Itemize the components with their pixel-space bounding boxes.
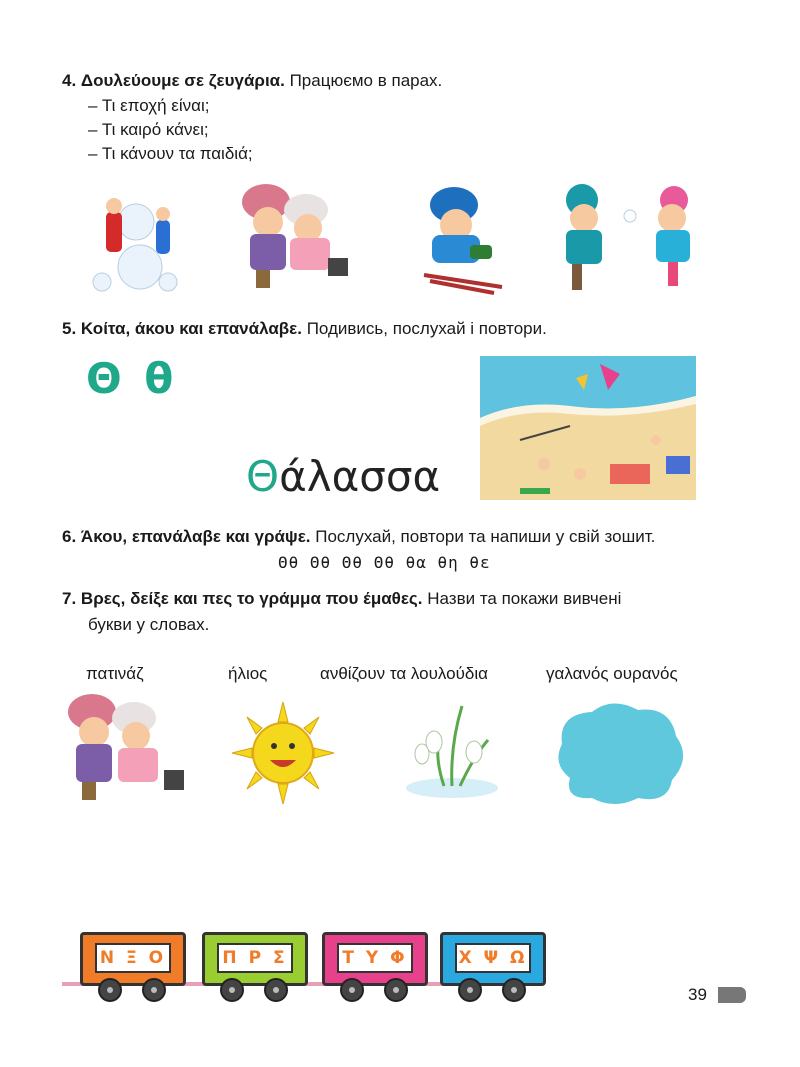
snowball-fight-image — [552, 178, 712, 298]
exercise-7-heading — [62, 588, 621, 610]
wheel — [220, 978, 244, 1002]
page-tab-marker — [718, 987, 746, 1003]
exercise-subtitle: Працюємо в парах. — [289, 71, 443, 90]
wheel — [98, 978, 122, 1002]
exercise-5-heading — [62, 318, 547, 340]
wheel — [502, 978, 526, 1002]
exercise-4-heading — [62, 70, 442, 92]
exercise-title: Άκου, επανάλαβε και γράψε. — [80, 527, 311, 546]
word-label: πατινάζ — [86, 664, 144, 683]
exercise-title: Κοίτα, άκου και επανάλαβε. — [80, 319, 302, 338]
exercise-number: 4. — [62, 71, 77, 90]
skating-children-small-image — [56, 690, 201, 810]
page-number: 39 — [688, 985, 707, 1004]
exercise-subtitle: Послухай, повтори та напиши у свій зошит. — [315, 527, 656, 546]
train-wagon — [80, 932, 186, 986]
train-wagon — [202, 932, 308, 986]
wheel — [142, 978, 166, 1002]
wagon-letters: Χ Ψ Ω — [455, 943, 531, 973]
wagon-letters: Π Ρ Σ — [217, 943, 293, 973]
exercise-subtitle: Назви та покажи вивчені — [427, 589, 622, 608]
wagon-letters: Ν Ξ Ο — [95, 943, 171, 973]
exercise-number: 6. — [62, 527, 77, 546]
exercise-7-subtitle-continued: букви у словах. — [88, 615, 210, 634]
letter-theta-display: Θ θ — [86, 354, 178, 403]
sun-image — [230, 700, 336, 806]
exercise-title: Βρες, δείξε και πες το γράμμα που έμαθες. — [80, 589, 423, 608]
wheel — [384, 978, 408, 1002]
question-item: – Τι εποχή είναι; — [88, 96, 210, 115]
skating-children-image — [228, 180, 368, 298]
beach-scene-image — [480, 356, 696, 500]
word-rest: άλασσα — [279, 452, 441, 501]
word-first-letter: Θ — [246, 452, 280, 501]
practice-letters-row: Θθ Θθ Θθ Θθ θα θη θε — [278, 553, 491, 572]
train-wagon — [322, 932, 428, 986]
exercise-number: 7. — [62, 589, 77, 608]
train-wagon — [440, 932, 546, 986]
wagon-letters: Τ Υ Φ — [337, 943, 413, 973]
exercise-subtitle: Подивись, послухай і повтори. — [306, 319, 547, 338]
word-label: ήλιος — [228, 664, 268, 683]
snowman-children-image — [88, 182, 188, 297]
word-label: ανθίζουν τα λουλούδια — [320, 664, 488, 683]
exercise-6-heading — [62, 526, 655, 548]
wheel — [264, 978, 288, 1002]
exercise-4-questions — [88, 94, 253, 166]
exercise-title: Δουλεύουμε σε ζευγάρια. — [80, 71, 285, 90]
sledding-child-image — [410, 183, 510, 295]
blue-cloud-image — [552, 700, 686, 806]
exercise-number: 5. — [62, 319, 77, 338]
word-thalassa — [246, 452, 440, 501]
wheel — [340, 978, 364, 1002]
snowdrop-flowers-image — [404, 696, 500, 800]
question-item: – Τι κάνουν τα παιδιά; — [88, 144, 253, 163]
word-label: γαλανός ουρανός — [546, 664, 678, 683]
wheel — [458, 978, 482, 1002]
question-item: – Τι καιρό κάνει; — [88, 120, 209, 139]
